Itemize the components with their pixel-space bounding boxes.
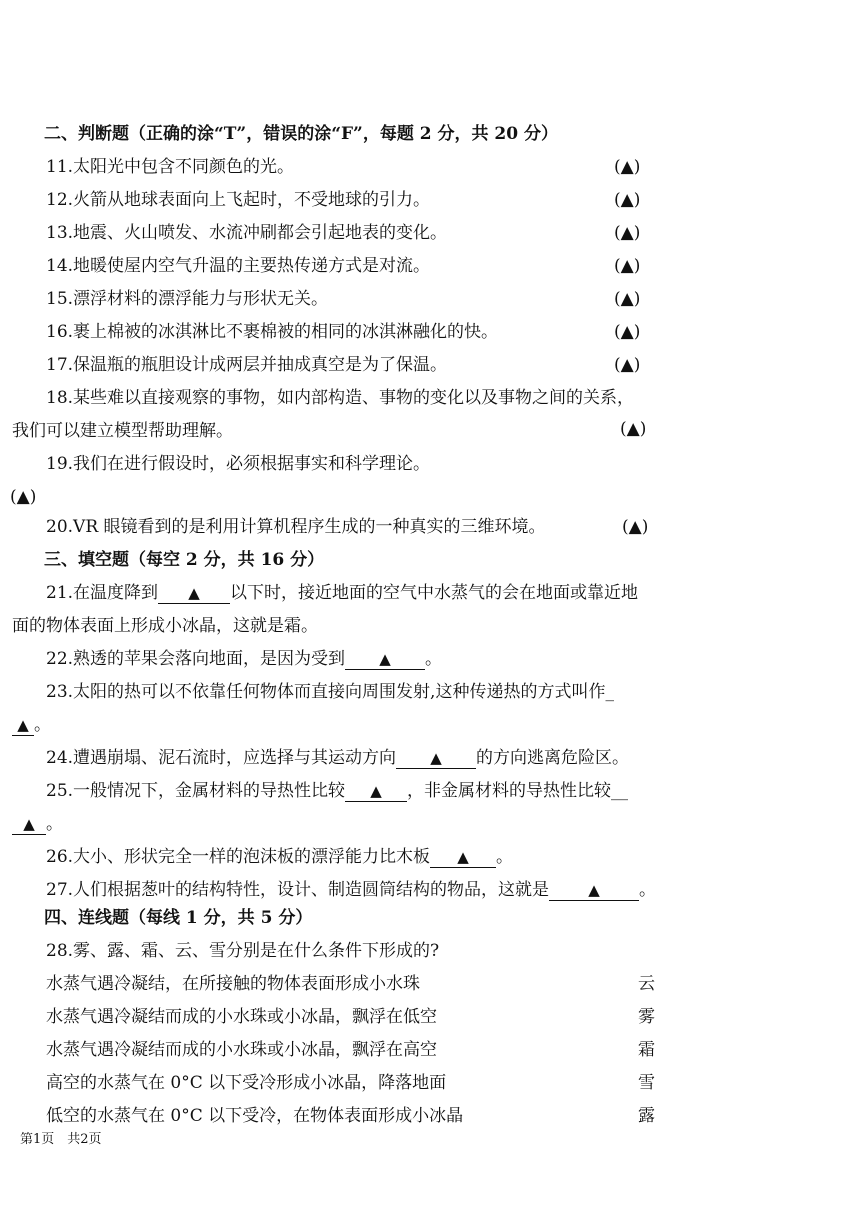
question-25-line-2	[12, 813, 63, 835]
answer-blank-23[interactable]	[12, 715, 34, 736]
blank-mark-25a: ▲	[370, 782, 382, 800]
question-24-text-b: 的方向逃离危险区。	[476, 748, 630, 768]
blank-mark-25b: ▲	[23, 815, 35, 833]
match-left-2[interactable]: 水蒸气遇冷凝结而成的小水珠或小冰晶，飘浮在低空	[46, 1007, 437, 1027]
question-27-text-b: 。	[639, 880, 657, 900]
question-17: 17.保温瓶的瓶胆设计成两层并抽成真空是为了保温。	[46, 355, 448, 375]
answer-blank-27[interactable]	[549, 880, 639, 901]
answer-blank-21[interactable]	[158, 583, 230, 604]
section-title-match: 四、连线题（每线 1 分，共 5 分）	[44, 908, 313, 928]
question-18-line-2: 我们可以建立模型帮助理解。	[12, 421, 233, 441]
section-title-fill: 三、填空题（每空 2 分，共 16 分）	[44, 550, 325, 570]
blank-mark-27: ▲	[588, 881, 600, 899]
question-21-text-b: 以下时，接近地面的空气中水蒸气的会在地面或靠近地	[230, 583, 639, 603]
blank-mark-23: ▲	[17, 716, 29, 734]
match-right-1[interactable]: 云	[638, 974, 655, 994]
answer-mark-13: (▲)	[614, 223, 641, 243]
question-28: 28.雾、露、霜、云、雪分别是在什么条件下形成的?	[46, 941, 440, 961]
answer-blank-22[interactable]	[345, 649, 425, 670]
question-14: 14.地暖使屋内空气升温的主要热传递方式是对流。	[46, 256, 431, 276]
question-27-text-a: 27.人们根据葱叶的结构特性，设计、制造圆筒结构的物品，这就是	[46, 880, 550, 900]
question-21-line-2: 面的物体表面上形成小冰晶，这就是霜。	[12, 616, 318, 636]
question-24-text-a: 24.遭遇崩塌、泥石流时，应选择与其运动方向	[46, 748, 397, 768]
match-left-5[interactable]: 低空的水蒸气在 0°C 以下受冷，在物体表面形成小冰晶	[46, 1106, 464, 1126]
answer-mark-12: (▲)	[614, 190, 641, 210]
question-26-text-b: 。	[496, 847, 514, 867]
match-left-4[interactable]: 高空的水蒸气在 0°C 以下受冷形成小冰晶，降落地面	[46, 1073, 447, 1093]
question-27	[46, 879, 656, 901]
match-left-1[interactable]: 水蒸气遇冷凝结，在所接触的物体表面形成小水珠	[46, 974, 420, 994]
question-24	[46, 747, 629, 769]
question-22	[46, 648, 442, 670]
answer-mark-11: (▲)	[614, 157, 641, 177]
blank-mark-21: ▲	[188, 584, 200, 602]
question-21-line-1	[46, 582, 638, 604]
answer-mark-14: (▲)	[614, 256, 641, 276]
question-25-text-b: ，非金属材料的导热性比较__	[407, 781, 629, 801]
question-26-text-a: 26.大小、形状完全一样的泡沫板的漂浮能力比木板	[46, 847, 431, 867]
answer-mark-17: (▲)	[614, 355, 641, 375]
blank-mark-22: ▲	[379, 650, 391, 668]
question-15: 15.漂浮材料的漂浮能力与形状无关。	[46, 289, 329, 309]
question-26	[46, 846, 513, 868]
match-right-5[interactable]: 露	[638, 1106, 655, 1126]
question-23-line-1: 23.太阳的热可以不依靠任何物体而直接向周围发射,这种传递热的方式叫作_	[46, 682, 614, 702]
answer-mark-19: (▲)	[10, 487, 37, 507]
question-25-line-1	[46, 780, 628, 802]
question-22-text-b: 。	[425, 649, 443, 669]
match-right-3[interactable]: 霜	[638, 1040, 655, 1060]
question-25-text-a: 25.一般情况下，金属材料的导热性比较	[46, 781, 346, 801]
page-number: 第1页 共2页	[20, 1132, 102, 1147]
answer-blank-24[interactable]	[396, 748, 476, 769]
question-23-line-2	[12, 714, 51, 736]
match-right-4[interactable]: 雪	[638, 1073, 655, 1093]
answer-mark-15: (▲)	[614, 289, 641, 309]
section-title-judge: 二、判断题（正确的涂“T”，错误的涂“F”，每题 2 分，共 20 分）	[44, 124, 558, 144]
question-18-line-1: 18.某些难以直接观察的事物，如内部构造、事物的变化以及事物之间的关系，	[46, 388, 635, 408]
match-left-3[interactable]: 水蒸气遇冷凝结而成的小水珠或小冰晶，飘浮在高空	[46, 1040, 437, 1060]
blank-mark-24: ▲	[430, 749, 442, 767]
question-25-text-c: 。	[46, 814, 63, 834]
question-12: 12.火箭从地球表面向上飞起时，不受地球的引力。	[46, 190, 431, 210]
answer-mark-18: (▲)	[620, 419, 647, 439]
question-22-text-a: 22.熟透的苹果会落向地面，是因为受到	[46, 649, 346, 669]
question-23-text-b: 。	[34, 715, 51, 735]
question-11: 11.太阳光中包含不同颜色的光。	[46, 157, 295, 177]
match-right-2[interactable]: 雾	[638, 1007, 655, 1027]
answer-blank-26[interactable]	[430, 847, 496, 868]
question-20: 20.VR 眼镜看到的是利用计算机程序生成的一种真实的三维环境。	[46, 517, 546, 537]
question-19: 19.我们在进行假设时，必须根据事实和科学理论。	[46, 454, 431, 474]
question-16: 16.裹上棉被的冰淇淋比不裹棉被的相同的冰淇淋融化的快。	[46, 322, 499, 342]
answer-mark-20: (▲)	[622, 517, 649, 537]
answer-mark-16: (▲)	[614, 322, 641, 342]
blank-mark-26: ▲	[457, 848, 469, 866]
answer-blank-25b[interactable]	[12, 814, 46, 835]
answer-blank-25a[interactable]	[345, 781, 407, 802]
question-13: 13.地震、火山喷发、水流冲刷都会引起地表的变化。	[46, 223, 448, 243]
question-21-text-a: 21.在温度降到	[46, 583, 159, 603]
